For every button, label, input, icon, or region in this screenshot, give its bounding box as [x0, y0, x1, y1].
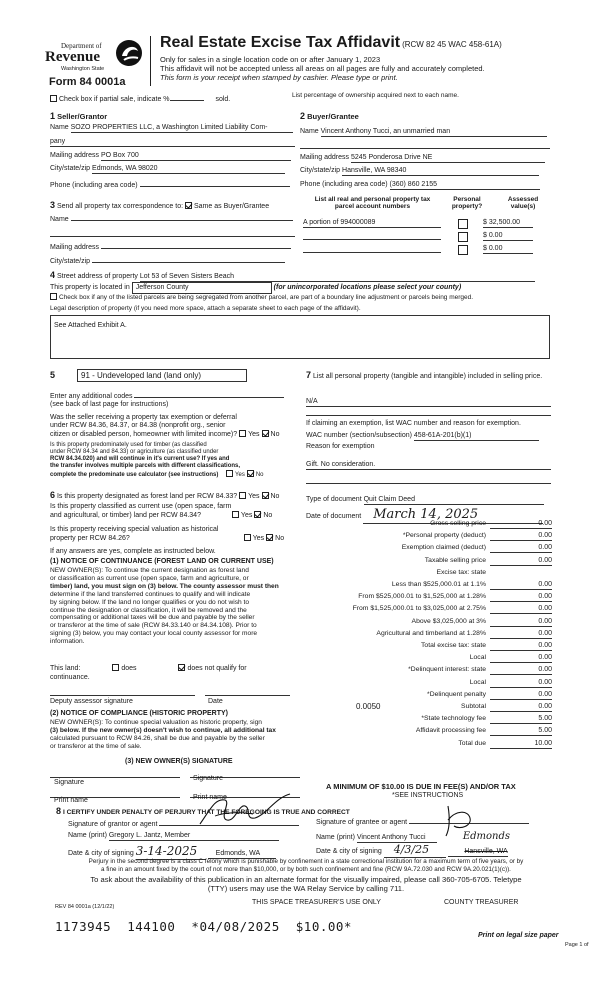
this-land-label: This land: — [50, 665, 81, 672]
grantee-name-label: Name (print) — [316, 834, 355, 841]
corr-name-line2[interactable] — [50, 230, 295, 237]
tax-row-label: Above $3,025,000 at 3% — [411, 617, 486, 625]
parcel-row — [303, 219, 553, 231]
legal-label: Legal description of property (if you need more space, attach a separate sheet to each page of the affidavit). — [50, 305, 361, 312]
buyer-city-label: City/state/zip — [300, 167, 341, 174]
tax-row — [306, 557, 552, 568]
grantee-city-handwritten: Edmonds — [462, 831, 510, 842]
tax-row-label: Local — [469, 678, 486, 686]
notice1-line: by signing below. If the land no longer qualifies or you do not wish to — [50, 598, 250, 606]
same-as-buyer-checkbox[interactable] — [185, 202, 192, 209]
notice1-line: signing (3) below, you may contact your local county assessor for more — [50, 630, 258, 638]
personal-property-value[interactable]: N/A — [306, 398, 551, 407]
grantee-date-row — [316, 844, 508, 858]
current-yes-checkbox[interactable] — [232, 511, 239, 518]
seller-phone-value[interactable] — [140, 180, 290, 187]
seller-phone-label: Phone (including area code) — [50, 182, 138, 189]
dept-state-text: Washington State — [61, 66, 105, 72]
buyer-name-value[interactable]: Vincent Anthony Tucci, an unmarried man — [321, 128, 547, 137]
grantee-date-label: Date & city of signing — [316, 848, 382, 855]
tax-row-label: Less than $525,000.01 at 1.1% — [391, 581, 486, 588]
cashier-stamp: 1173945 144100 *04/08/2025 $10.00* — [55, 919, 352, 934]
tax-row-label: Exemption claimed (deduct) — [401, 544, 486, 552]
alt-format-notice — [46, 876, 566, 893]
current-use-question: Is this property classified as current use (open space, farm and agricultural, or timber) land per RCW 84.34? Yes No — [50, 503, 300, 520]
exempt-no-checkbox[interactable] — [262, 430, 269, 437]
timber-no-checkbox[interactable] — [247, 470, 254, 477]
notice1-line: determine if the land transferred continues to qualify and will indicate — [50, 590, 251, 598]
new-owner-sig-line-1[interactable] — [50, 772, 180, 778]
minimum-due: A MINIMUM OF $10.00 IS DUE IN FEE(S) AND/OR TAX — [326, 782, 516, 791]
notice3-title: (3) NEW OWNER(S) SIGNATURE — [125, 758, 233, 765]
grantor-name-label: Name (print) — [68, 832, 107, 839]
segregated-label: Check box if any of the listed parcels are being segregated from another parcel, are part of a boundary line adjustment or parcels being merged. — [59, 294, 474, 301]
buyer-mailing-label: Mailing address — [300, 154, 350, 161]
notice1-line: compensating or additional taxes will be due and payable by the seller — [50, 614, 255, 622]
exempt-q-line1: Was the seller receiving a property tax exemption or deferral — [50, 414, 237, 421]
tax-row-value[interactable]: 10.00 — [490, 740, 552, 749]
page-number: Page 1 of — [565, 942, 589, 948]
form-title — [160, 34, 502, 52]
timber-q-line2: under RCW 84.34 and 84.33) or agriculture (as classified under — [50, 448, 219, 455]
notice2-body — [50, 719, 305, 751]
section-3-row: 3 Send all property tax correspondence to: Same as Buyer/Grantee — [50, 200, 270, 210]
doc-type-label: Type of document — [306, 496, 362, 503]
notice1-line: timber) land, you must sign on (3) below. The county assessor must then — [50, 582, 279, 590]
seller-name-row — [50, 124, 295, 133]
parcel-row — [303, 245, 553, 257]
exempt-yes-checkbox[interactable] — [239, 430, 246, 437]
this-land-row — [50, 664, 305, 673]
current-q-line1: Is this property classified as current use (open space, farm — [50, 503, 232, 510]
tax-row — [306, 520, 552, 531]
signature-label-1: Signature — [54, 779, 84, 786]
treasurer-use: THIS SPACE TREASURER'S USE ONLY — [252, 899, 381, 906]
grantee-city-value[interactable]: Hansville, WA — [448, 848, 508, 857]
buyer-city-value[interactable]: Hansville, WA 98340 — [342, 167, 539, 176]
street-label: Street address of property — [56, 273, 138, 280]
parcel-number[interactable]: A portion of 994000089 — [303, 219, 441, 228]
notice2-line: NEW OWNER(S): To continue special valuation as historic property, sign — [50, 719, 262, 726]
timber-yes-checkbox[interactable] — [226, 470, 233, 477]
timber-q-line3: RCW 84.34.020) and will continue in it's current use? If yes and — [50, 455, 230, 462]
notice1-line: continue the designation or classification, it will be removed and the — [50, 606, 247, 614]
tax-row-value[interactable]: 0.00 — [490, 618, 552, 627]
tax-row — [306, 630, 552, 641]
form-title-ref: (RCW 82 45 WAC 458-61A) — [402, 40, 502, 49]
tax-row-value[interactable]: 0.00 — [490, 642, 552, 651]
buyer-phone-row — [300, 181, 550, 190]
see-instructions: *SEE INSTRUCTIONS — [392, 792, 464, 799]
doc-date-value[interactable]: March 14, 2025 — [363, 508, 543, 524]
tax-row — [306, 715, 552, 726]
tax-row-value[interactable]: 0.00 — [490, 520, 552, 529]
does-label: does — [121, 665, 137, 672]
dept-of-text: Department of — [61, 42, 102, 50]
tax-row-label: Total excise tax: state — [421, 642, 486, 649]
dor-logo — [45, 36, 147, 88]
doc-type-row — [306, 496, 544, 505]
buyer-heading: Buyer/Grantee — [307, 112, 359, 121]
does-qualify-checkbox[interactable] — [112, 664, 119, 671]
parcel-row — [303, 232, 553, 244]
corr-mailing-value[interactable] — [101, 242, 291, 249]
tax-row-label: *Delinquent penalty — [427, 690, 486, 698]
notice1-title: (1) NOTICE OF CONTINUANCE (FOREST LAND OR CURRENT USE) — [50, 558, 274, 565]
legal-description-text: See Attached Exhibit A. — [54, 322, 127, 329]
does-not-qualify-checkbox[interactable] — [178, 664, 185, 671]
street-value[interactable]: Lot 53 of Seven Sisters Beach — [140, 273, 535, 282]
partial-sale-checkbox[interactable] — [50, 95, 57, 102]
tax-row — [306, 740, 552, 751]
seller-city-label: City/state/zip — [50, 165, 91, 172]
timber-question: Is this property predominately used for timber (as classified under RCW 84.34 and 84.33) or agriculture (as classified under RCW 84.34.020) and will continue in it's current use? If yes and the transfer involves multiple parcels with different classifications, complete the predominate use calculator (see instructions) Yes No — [50, 442, 300, 478]
seller-phone-row — [50, 180, 295, 190]
segregated-checkbox[interactable] — [50, 293, 57, 300]
signature-label-2: Signature — [193, 775, 223, 782]
tax-row-value[interactable]: 5.00 — [490, 727, 552, 736]
legal-size-note: Print on legal size paper — [478, 932, 559, 939]
tax-row-label: From $1,525,000.01 to $3,025,000 at 2.75% — [352, 605, 486, 613]
tax-row-label: Gross selling price — [430, 520, 486, 527]
personal-property-checkbox[interactable] — [458, 245, 468, 255]
corr-city-label: City/state/zip — [50, 258, 91, 265]
perjury-line2: a fine in an amount fixed by the court of not more than $10,000, or by both such confinement and fine (RCW 9A.72.030 and RCW 9A.20.021(1)(c)). — [101, 865, 511, 873]
tax-row-label: Agricultural and timberland at 1.28% — [376, 629, 486, 637]
tax-row-value[interactable]: 0.00 — [490, 679, 552, 688]
perjury-notice — [46, 858, 566, 873]
tax-row-value[interactable]: 5.00 — [490, 715, 552, 724]
deputy-date-label: Date — [208, 698, 223, 705]
rev-number: REV 84 0001a (12/1/22) — [55, 904, 115, 910]
tax-row — [306, 691, 552, 702]
seller-mailing-label: Mailing address — [50, 152, 100, 159]
notice1-line: or classification as current use (open space, farm and agriculture, or — [50, 574, 249, 582]
wac-row — [306, 432, 539, 441]
buyer-name-row — [300, 128, 550, 137]
tax-row-value[interactable]: 0.00 — [490, 532, 552, 541]
assessed-value[interactable]: $ 32,500.00 — [483, 219, 533, 228]
grantee-name-row — [316, 831, 510, 843]
personal-property-line2[interactable] — [306, 410, 551, 416]
alt-format-line2: (TTY) users may use the WA Relay Service by calling 711. — [207, 883, 405, 893]
header-note-3: This form is your receipt when stamped by cashier. Please type or print. — [160, 73, 398, 82]
section-5-num: 5 — [50, 370, 56, 380]
tax-row — [306, 605, 552, 616]
additional-codes-label: Enter any additional codes — [50, 393, 133, 400]
reason-label: Reason for exemption — [306, 443, 375, 450]
tax-row — [306, 654, 552, 665]
section-2-heading: 2 Buyer/Grantee — [300, 111, 359, 121]
section-7-label: 7 List all personal property (tangible and intangible) included in selling price. — [306, 370, 543, 380]
tax-row-label: Taxable selling price — [424, 556, 486, 564]
see-back-label: (see back of last page for instructions) — [50, 401, 169, 408]
notice1-line: information. — [50, 638, 85, 646]
tax-row-label: Affidavit processing fee — [415, 727, 486, 735]
current-q-line2: and agricultural, or timber) land per RCW 84.34? — [50, 512, 201, 520]
exemption-question: Was the seller receiving a property tax exemption or deferral under RCW 84.36, 84.37, or 84.38 (nonprofit org., senior citizen or disabled person, homeowner with limited income)? Yes No — [50, 414, 300, 439]
tax-row — [306, 593, 552, 604]
form-title-text: Real Estate Excise Tax Affidavit — [160, 34, 401, 51]
seller-name-line2[interactable]: pany — [50, 138, 295, 147]
wac-value[interactable]: 458-61A-201(b)(1) — [414, 432, 539, 441]
tax-row — [306, 532, 552, 543]
seller-name-value[interactable]: SOZO PROPERTIES LLC, a Washington Limited Liability Com- — [71, 124, 293, 133]
historic-no-checkbox[interactable] — [266, 534, 273, 541]
additional-codes-value[interactable] — [134, 391, 284, 398]
parcel-number[interactable] — [303, 245, 441, 253]
parcels-header-assessed: Assessed value(s) — [507, 196, 539, 211]
tax-row-value[interactable]: 0.00 — [490, 654, 552, 663]
buyer-mailing-value[interactable]: 5245 Ponderosa Drive NE — [351, 154, 545, 163]
section-1-heading: 1 Seller/Grantor — [50, 111, 108, 121]
tax-row — [306, 581, 552, 592]
buyer-city-row — [300, 167, 550, 176]
forest-yes-checkbox[interactable] — [239, 492, 246, 499]
deputy-sig-label: Deputy assessor signature — [50, 698, 133, 705]
doc-date-label: Date of document — [306, 513, 362, 520]
exempt-q-line2: under RCW 84.36, 84.37, or 84.38 (nonprofit org., senior — [50, 422, 226, 430]
local-rate: 0.0050 — [356, 702, 381, 711]
tax-row-value[interactable]: 0.00 — [490, 703, 552, 712]
form-number: Form 84 0001a — [49, 76, 126, 88]
grantor-signature — [195, 790, 310, 830]
wac-label: WAC number (section/subsection) — [306, 432, 412, 439]
corr-mailing-row — [50, 242, 295, 252]
street-row: 4 Street address of property Lot 53 of Seven Sisters Beach — [50, 270, 550, 282]
notice2-title: (2) NOTICE OF COMPLIANCE (HISTORIC PROPERTY) — [50, 710, 228, 717]
does-not-label: does not qualify for — [187, 665, 247, 672]
notice2-line: calculated pursuant to RCW 84.26, shall be due and payable by the seller — [50, 734, 265, 742]
legal-description-box[interactable] — [50, 315, 550, 359]
tax-row-value[interactable]: 0.00 — [490, 557, 552, 566]
county-treasurer: COUNTY TREASURER — [444, 899, 519, 906]
corr-name-value[interactable] — [71, 214, 293, 221]
dept-name-text: Revenue — [45, 49, 100, 65]
header-divider — [150, 36, 151, 86]
reason-line2[interactable] — [306, 478, 551, 484]
additional-codes-row — [50, 391, 295, 401]
seller-mailing-row — [50, 152, 295, 161]
buyer-name-label: Name — [300, 128, 319, 135]
partial-sale-label: Check box if partial sale, indicate % — [59, 96, 170, 103]
notice1-body — [50, 567, 305, 646]
ownership-note: List percentage of ownership acquired next to each name. — [292, 92, 459, 99]
assessed-value[interactable]: $ 0.00 — [483, 245, 533, 254]
corr-mailing-label: Mailing address — [50, 244, 100, 251]
seller-city-value[interactable]: Edmonds, WA 98020 — [92, 165, 285, 174]
tax-row-label: Local — [469, 654, 486, 662]
segregated-row — [50, 293, 473, 301]
tax-row — [306, 703, 552, 714]
grantee-date-value[interactable]: 4/3/25 — [384, 844, 446, 858]
tax-row — [306, 666, 552, 677]
historic-question: Is this property receiving special valuation as historical property per RCW 84.26? Yes No — [50, 526, 300, 543]
forest-q: Is this property designated as forest land per RCW 84.33? — [56, 493, 238, 500]
timber-q-line4: the transfer involves multiple parcels with different classifications, — [50, 462, 241, 469]
deputy-signature-line[interactable] — [50, 690, 195, 696]
grantor-city-value[interactable]: Edmonds, WA — [208, 850, 276, 859]
seller-name-label: Name — [50, 124, 69, 131]
perjury-line1: Perjury in the second degree is a class C felony which is punishable by confinement in a state correctional institution for a maximum term of five years, or by — [88, 858, 524, 865]
seller-city-row — [50, 165, 295, 174]
forest-question: 6 Is this property designated as forest land per RCW 84.33? Yes No — [50, 490, 280, 500]
notice1-line: or transferor at the time of sale (RCW 84.33.140 or 84.34.108). Prior to — [50, 622, 257, 630]
grantor-date-value[interactable]: 3-14-2025 — [136, 845, 206, 860]
assessed-value[interactable]: $ 0.00 — [483, 232, 533, 241]
grantor-date-label: Date & city of signing — [68, 850, 134, 857]
parcel-number[interactable] — [303, 232, 441, 240]
current-no-checkbox[interactable] — [254, 511, 261, 518]
tax-row-value[interactable]: 0.00 — [490, 605, 552, 614]
tax-row-value[interactable]: 0.00 — [490, 593, 552, 602]
section-3-label: Send all property tax correspondence to: — [56, 203, 184, 210]
tax-row-label: Excise tax: state — [436, 568, 486, 576]
tax-row-value[interactable]: 0.00 — [490, 666, 552, 675]
tax-row-label: *Delinquent interest: state — [408, 666, 486, 674]
corr-name-label: Name — [50, 216, 69, 223]
tax-row — [306, 618, 552, 629]
print-name-label-1: Print name — [54, 797, 88, 804]
tax-row — [306, 727, 552, 738]
historic-q-line1: Is this property receiving special valuation as historical — [50, 526, 219, 533]
tax-row-label: *State technology fee — [421, 715, 486, 723]
exemption-label: If claiming an exemption, list WAC number and reason for exemption. — [306, 420, 521, 427]
print-name-label-2: Print name — [193, 794, 227, 801]
tax-row-label: *Personal property (deduct) — [402, 532, 486, 540]
continuance-label: continuance. — [50, 674, 90, 681]
timber-q-line1: Is this property predominately used for timber (as classified — [50, 442, 207, 448]
personal-property-checkbox[interactable] — [458, 232, 468, 242]
same-as-buyer-label: Same as Buyer/Grantee — [194, 203, 270, 210]
tax-row-label: Subtotal — [461, 703, 486, 710]
buyer-mailing-row — [300, 154, 550, 163]
unincorporated-note: (for unincorporated locations please select your county) — [273, 284, 462, 291]
dor-swirl-icon — [114, 38, 144, 68]
historic-yes-checkbox[interactable] — [244, 534, 251, 541]
notice2-line: (3) below. If the new owner(s) doesn't wish to continue, all additional tax — [50, 726, 276, 734]
seller-mailing-value[interactable]: PO Box 700 — [101, 152, 291, 161]
tax-row-value[interactable]: 0.00 — [490, 581, 552, 590]
grantor-name-row — [68, 832, 279, 841]
tax-row-value[interactable]: 0.00 — [490, 691, 552, 700]
grantee-sig-row — [316, 818, 529, 827]
county-select[interactable]: Jefferson County — [132, 282, 272, 294]
exempt-q-line3: citizen or disabled person, homeowner with limited income)? — [50, 431, 238, 439]
if-yes-note: If any answers are yes, complete as instructed below. — [50, 548, 216, 555]
grantee-sig-label: Signature of grantee or agent — [316, 819, 408, 826]
tax-row — [306, 679, 552, 690]
notice1-line: NEW OWNER(S): To continue the current designation as forest land — [50, 567, 249, 574]
tax-row — [306, 569, 552, 580]
tax-row-label: From $525,000.01 to $1,525,000 at 1.28% — [358, 593, 486, 601]
personal-property-checkbox[interactable] — [458, 219, 468, 229]
corr-city-row — [50, 256, 295, 266]
grantor-name-value[interactable]: Gregory L. Jantz, Member — [109, 832, 279, 841]
buyer-phone-value[interactable]: (360) 860 2155 — [390, 181, 540, 190]
tax-row-value[interactable]: 0.00 — [490, 544, 552, 553]
certify-row: 8 I CERTIFY UNDER PENALTY OF PERJURY THAT THE FOREGOING IS TRUE AND CORRECT — [56, 806, 350, 816]
historic-q-line2: property per RCW 84.26? — [50, 535, 130, 543]
tax-row-label: Total due — [458, 739, 486, 747]
reason-value[interactable]: Gift. No consideration. — [306, 461, 551, 470]
land-use-select[interactable]: 91 - Undeveloped land (land only) — [77, 369, 247, 382]
corr-name-row — [50, 214, 295, 224]
buyer-phone-label: Phone (including area code) — [300, 181, 388, 188]
doc-type-value[interactable]: Quit Claim Deed — [364, 496, 544, 505]
parcels-header-personal: Personal property? — [451, 196, 483, 211]
seller-heading: Seller/Grantor — [57, 112, 108, 121]
alt-format-line1: To ask about the availability of this publication in an alternate format for the visually impaired, please call 360-705-6705. Teletype — [90, 875, 522, 884]
grantor-sig-label: Signature of grantor or agent — [68, 821, 158, 828]
tax-row-value[interactable]: 0.00 — [490, 630, 552, 639]
forest-no-checkbox[interactable] — [262, 492, 269, 499]
timber-q-line5: complete the predominate use calculator (see instructions) — [50, 471, 219, 478]
header-note-1: Only for sales in a single location code on or after January 1, 2023 — [160, 55, 381, 64]
buyer-name-line2[interactable] — [300, 142, 550, 149]
notice2-line: or transferor at the time of sale. — [50, 742, 142, 750]
located-label: This property is located in — [50, 284, 130, 291]
partial-sale-row — [50, 95, 230, 104]
certify-text: I CERTIFY UNDER PENALTY OF PERJURY THAT THE FOREGOING IS TRUE AND CORRECT — [62, 809, 350, 816]
partial-sale-sold: sold. — [215, 96, 231, 103]
corr-city-value[interactable] — [92, 256, 285, 263]
header-note-2: This affidavit will not be accepted unless all areas on all pages are fully and accurately completed. — [160, 64, 485, 73]
personal-property-label: List all personal property (tangible and intangible) included in selling price. — [312, 373, 543, 380]
tax-row — [306, 642, 552, 653]
tax-row — [306, 544, 552, 555]
deputy-date-line[interactable] — [205, 690, 290, 696]
grantee-name-value[interactable]: Vincent Anthony Tucci — [357, 834, 437, 843]
parcels-header-parcel: List all real and personal property tax parcel account numbers — [314, 196, 431, 211]
